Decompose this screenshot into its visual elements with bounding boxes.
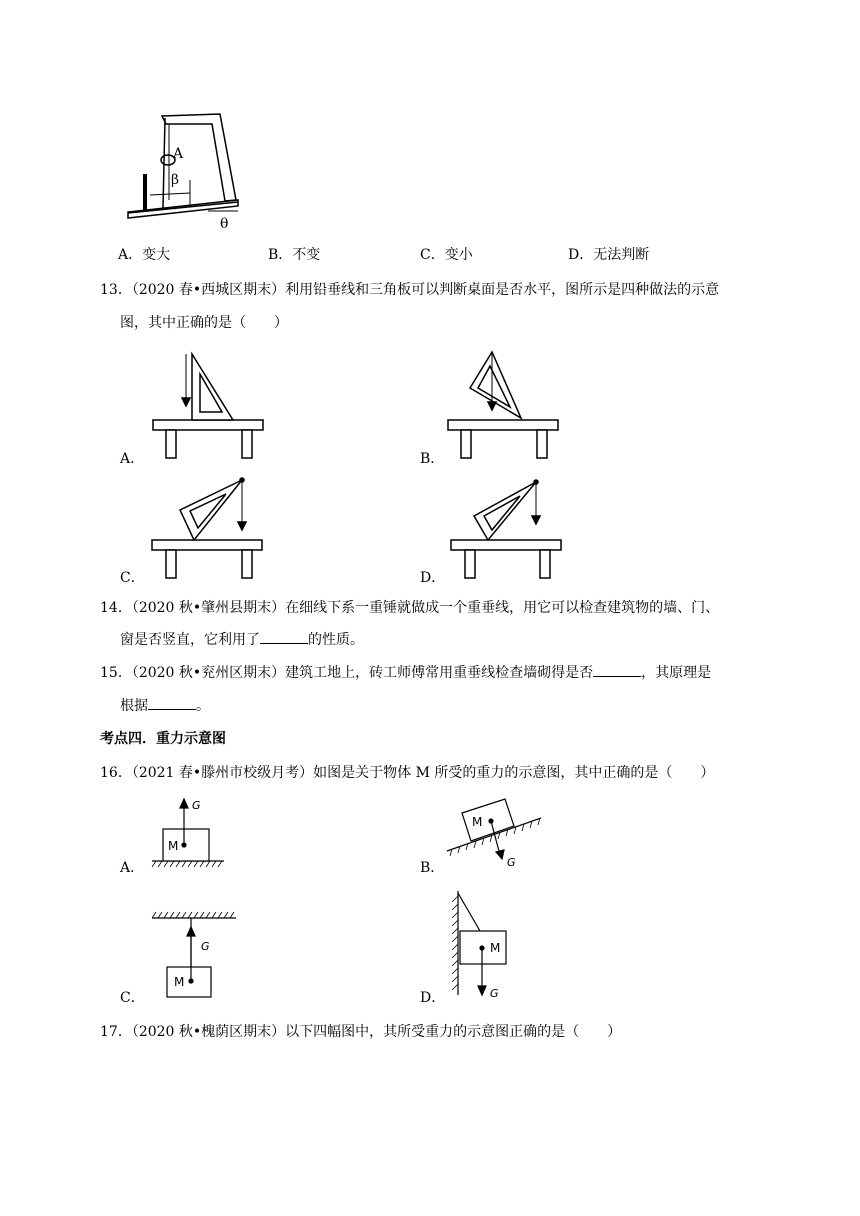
q12-label-beta: β [171, 172, 180, 188]
q16-d-force-label: G [490, 987, 499, 1000]
q15-line1-post: ，其原理是 [641, 665, 712, 681]
q13-label-c: C． [120, 570, 145, 586]
q16-c-mass-label: M [174, 975, 185, 989]
q16-label-d: D． [420, 990, 446, 1006]
q16-a-force-label: G [192, 799, 201, 812]
q14-line2-post: 的性质。 [308, 632, 364, 648]
q13-label-a: A． [120, 451, 145, 467]
q15-line2-pre: 根据 [120, 698, 148, 714]
q13-stem-line2: 图，其中正确的是（ ） [120, 315, 288, 331]
q12-option-d: D．无法判断 [568, 247, 650, 263]
q16-d-mass-label: M [490, 941, 501, 955]
section-title: 考点四．重力示意图 [100, 731, 226, 747]
q12-label-theta: θ [220, 216, 229, 232]
q16-stem: 16．（2021 春•滕州市校级月考）如图是关于物体 M 所受的重力的示意图，其中正确的是（ ） [100, 765, 715, 781]
q16-a-mass-label: M [168, 839, 179, 853]
q16-c-force-label: G [201, 940, 210, 953]
q14-line2-pre: 窗是否竖直，它利用了 [120, 632, 260, 648]
q15-line1-pre: 15．（2020 秋•兖州区期末）建筑工地上，砖工师傅常用重垂线检查墙砌得是否 [100, 665, 594, 681]
q16-label-b: B． [420, 860, 445, 876]
q12-option-b: B．不变 [268, 247, 321, 263]
q16-b-mass-label: M [472, 815, 483, 829]
q13-label-b: B． [420, 451, 445, 467]
q12-option-c: C．变小 [420, 247, 473, 263]
q15-line2-post: 。 [196, 698, 210, 714]
q17-stem: 17．（2020 秋•槐荫区期末）以下四幅图中，其所受重力的示意图正确的是（ ） [100, 1024, 622, 1040]
q14-stem-line1: 14．（2020 秋•肇州县期末）在细线下系一重锤就做成一个重垂线，用它可以检查建筑物的墙、门、 [100, 600, 720, 616]
q16-label-a: A． [120, 860, 145, 876]
q16-b-force-label: G [507, 856, 516, 869]
q16-label-c: C． [120, 990, 145, 1006]
q12-label-a: A [173, 146, 184, 162]
q12-option-a: A．变大 [118, 247, 171, 263]
q13-stem-line1: 13．（2020 春•西城区期末）利用铅垂线和三角板可以判断桌面是否水平，图所示是四种做法的示意 [100, 282, 720, 298]
q13-label-d: D． [420, 570, 446, 586]
